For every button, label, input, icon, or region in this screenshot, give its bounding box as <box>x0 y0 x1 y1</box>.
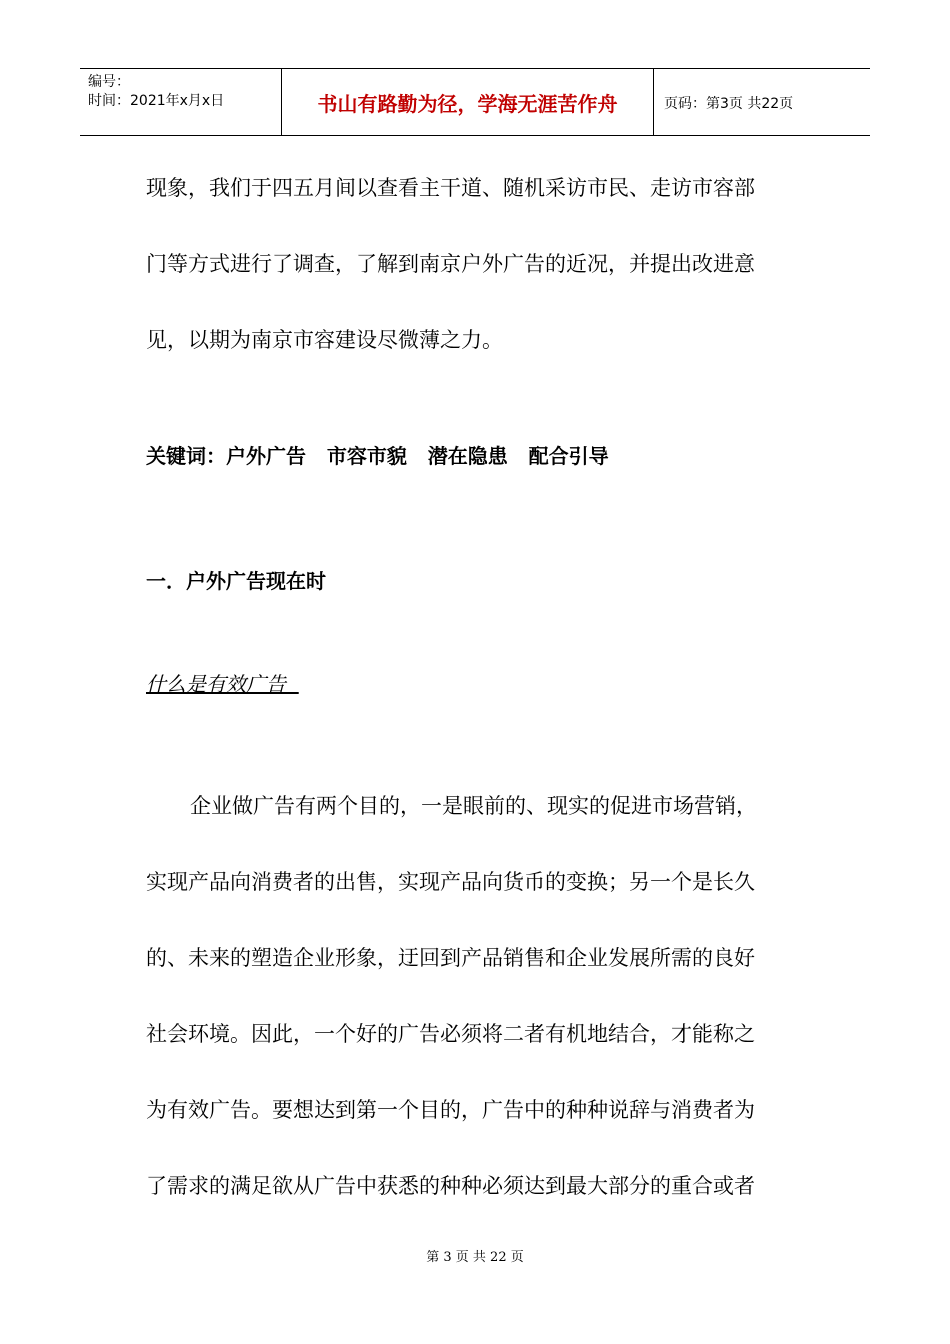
intro-line: 见，以期为南京市容建设尽微薄之力。 <box>146 328 503 352</box>
intro-paragraph <box>146 150 806 378</box>
keywords-line: 关键词：户外广告 市容市貌 潜在隐患 配合引导 <box>146 444 609 468</box>
body-paragraph <box>146 768 806 1224</box>
header-motto: 书山有路勤为径，学海无涯苦作舟 <box>282 69 654 135</box>
number-label: 编号： <box>88 74 130 90</box>
header-page-info: 页码：第3页 共22页 <box>664 96 794 112</box>
intro-line: 现象，我们于四五月间以查看主干道、随机采访市民、走访市容部 <box>146 176 755 200</box>
body-line: 社会环境。因此，一个好的广告必须将二者有机地结合，才能称之 <box>146 1022 755 1046</box>
page-footer: 第 3 页 共 22 页 <box>426 1250 524 1265</box>
time-label: 时间：2021年x月x日 <box>88 93 225 109</box>
body-line: 企业做广告有两个目的，一是眼前的、现实的促进市场营销， <box>190 794 757 818</box>
body-line: 实现产品向消费者的出售，实现产品向货币的变换；另一个是长久 <box>146 870 755 894</box>
body-line: 为有效广告。要想达到第一个目的，广告中的种种说辞与消费者为 <box>146 1098 755 1122</box>
intro-line: 门等方式进行了调查，了解到南京户外广告的近况，并提出改进意 <box>146 252 755 276</box>
header-meta <box>80 69 282 135</box>
page-header <box>80 68 870 136</box>
body-line: 的、未来的塑造企业形象，迂回到产品销售和企业发展所需的良好 <box>146 946 755 970</box>
subheading: 什么是有效广告 <box>146 672 299 696</box>
section-title: 一．户外广告现在时 <box>146 569 326 593</box>
body-line: 了需求的满足欲从广告中获悉的种种必须达到最大部分的重合或者 <box>146 1174 755 1198</box>
